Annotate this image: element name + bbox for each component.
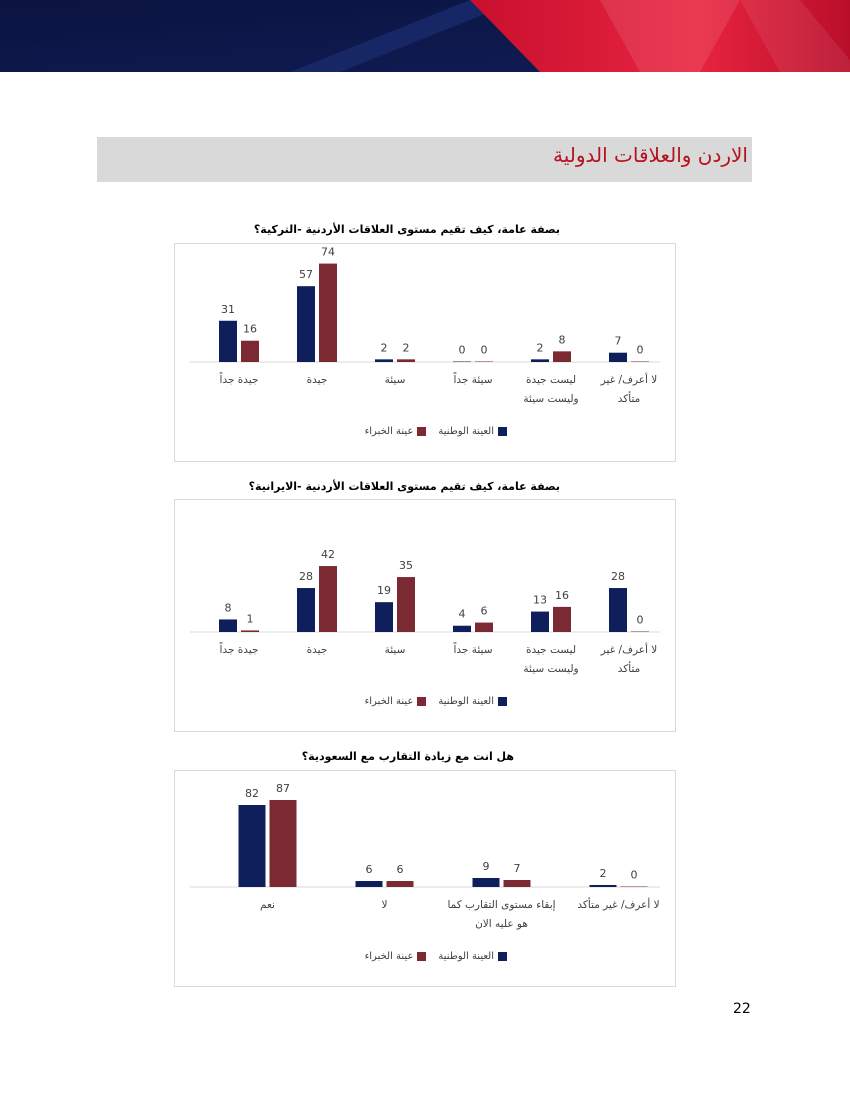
legend-item-national [438,426,507,437]
category-label [352,371,438,390]
bar-national [375,602,393,632]
category-label-line: سيئة [384,374,406,386]
data-label: 74 [321,245,335,259]
chart-legend [365,951,507,962]
category-label-line: جيدة [306,374,328,386]
data-label: 16 [243,322,257,336]
header-banner [0,0,850,72]
legend-swatch [417,697,426,706]
legend-label: عينة الخبراء [364,426,414,437]
bar-national [531,612,549,632]
chart-3 [174,770,676,987]
category-label-line: وليست سيئة [523,663,579,675]
bar-experts [387,881,414,887]
legend-item-experts [365,426,427,437]
category-label [205,896,330,915]
data-label: 13 [533,593,547,607]
bar-national [453,626,471,632]
bar-national [531,359,549,362]
data-label: 28 [611,570,625,584]
legend-item-experts [365,696,427,707]
category-label-line: متأكد [617,663,641,675]
legend-label: العينة الوطنية [438,696,494,707]
category-label-line: ليست جيدة [525,644,577,656]
data-label: 0 [458,343,466,357]
data-label: 2 [380,341,388,355]
category-label [430,371,516,390]
data-label: 0 [630,868,638,882]
category-label-line: هو عليه الان [475,918,528,930]
bar-experts [553,607,571,632]
category-label-line: سيئة [384,644,406,656]
bar-national [239,805,266,887]
chart-title: هل انت مع زيادة التقارب مع السعودية؟ [301,750,514,763]
category-label [274,641,360,660]
bar-national [219,321,237,362]
bar-national [219,619,237,632]
bar-experts [319,264,337,362]
category-label [322,896,447,915]
category-label [586,641,672,679]
category-label [196,641,282,660]
data-label: 6 [396,863,404,876]
chart-legend [365,696,507,707]
category-label [556,896,681,915]
data-label: 6 [480,604,488,618]
data-label: 19 [377,584,391,598]
chart-2 [174,499,676,732]
data-label: 6 [365,863,373,876]
category-label [430,641,516,660]
category-label-line: إبقاء مستوى التقارب كما [447,899,556,911]
section-header [97,137,752,182]
bar-experts [631,632,649,633]
category-label-line: سيئة جداً [453,374,493,386]
chart-1 [174,243,676,462]
bar-experts [241,630,259,632]
data-label: 28 [299,570,313,584]
category-label [586,371,672,409]
data-label: 1 [246,612,254,626]
category-label-line: ليست جيدة [525,374,577,386]
bar-national [609,588,627,632]
chart-legend [365,426,507,437]
bar-experts [319,566,337,632]
legend-swatch [417,427,426,436]
page-number: 22 [733,1001,751,1017]
category-label-line: جيدة جداً [219,644,259,656]
bar-national [609,353,627,362]
data-label: 35 [399,559,413,573]
data-label: 0 [636,343,644,357]
data-label: 87 [276,782,290,795]
legend-label: العينة الوطنية [438,951,494,962]
legend-swatch [498,427,507,436]
category-label-line: لا أعرف/ غير متأكد [577,899,660,911]
data-label: 8 [558,333,566,347]
bar-experts [631,362,649,363]
bar-experts [553,351,571,362]
bar-national [590,885,617,887]
category-label-line: نعم [260,899,275,911]
bar-experts [241,341,259,362]
bar-experts [504,880,531,887]
category-label-line: لا أعرف/ غير [600,644,658,656]
bar-national [297,588,315,632]
legend-label: العينة الوطنية [438,426,494,437]
legend-swatch [498,952,507,961]
data-label: 2 [536,341,544,355]
legend-swatch [417,952,426,961]
bar-experts [397,577,415,632]
data-label: 7 [614,334,622,348]
section-title: الاردن والعلاقات الدولية [553,143,748,167]
bar-national [375,359,393,362]
bar-national [356,881,383,887]
bar-experts [475,362,493,363]
bar-experts [270,800,297,887]
category-label-line: لا [381,899,388,911]
category-label [508,371,594,409]
legend-item-national [438,696,507,707]
category-label-line: وليست سيئة [523,393,579,405]
category-label-line: سيئة جداً [453,644,493,656]
data-label: 0 [480,343,488,357]
category-label [274,371,360,390]
data-label: 7 [513,862,521,875]
legend-swatch [498,697,507,706]
category-label-line: جيدة جداً [219,374,259,386]
data-label: 8 [224,601,232,615]
chart-title: بصفة عامة، كيف تقيم مستوى العلاقات الأردنية -التركية؟ [253,223,560,236]
data-label: 82 [245,787,259,800]
legend-item-experts [365,951,427,962]
bar-national [453,362,471,363]
legend-item-national [438,951,507,962]
data-label: 9 [482,860,490,873]
category-label [439,896,564,934]
data-label: 2 [599,867,607,880]
bar-national [297,286,315,362]
data-label: 0 [636,613,644,627]
data-label: 2 [402,341,410,355]
data-label: 4 [458,607,466,621]
legend-label: عينة الخبراء [364,951,414,962]
data-label: 31 [221,302,235,316]
data-label: 42 [321,548,335,562]
legend-label: عينة الخبراء [364,696,414,707]
category-label [196,371,282,390]
category-label-line: متأكد [617,393,641,405]
chart-title: بصفة عامة، كيف تقيم مستوى العلاقات الأردنية -الايرانية؟ [248,480,560,493]
category-label [352,641,438,660]
bar-experts [475,623,493,632]
banner-graphic [0,0,850,72]
category-label [508,641,594,679]
bar-experts [621,887,648,888]
category-label-line: لا أعرف/ غير [600,374,658,386]
data-label: 57 [299,268,313,282]
data-label: 16 [555,588,569,602]
bar-national [473,878,500,887]
category-label-line: جيدة [306,644,328,656]
bar-experts [397,359,415,362]
